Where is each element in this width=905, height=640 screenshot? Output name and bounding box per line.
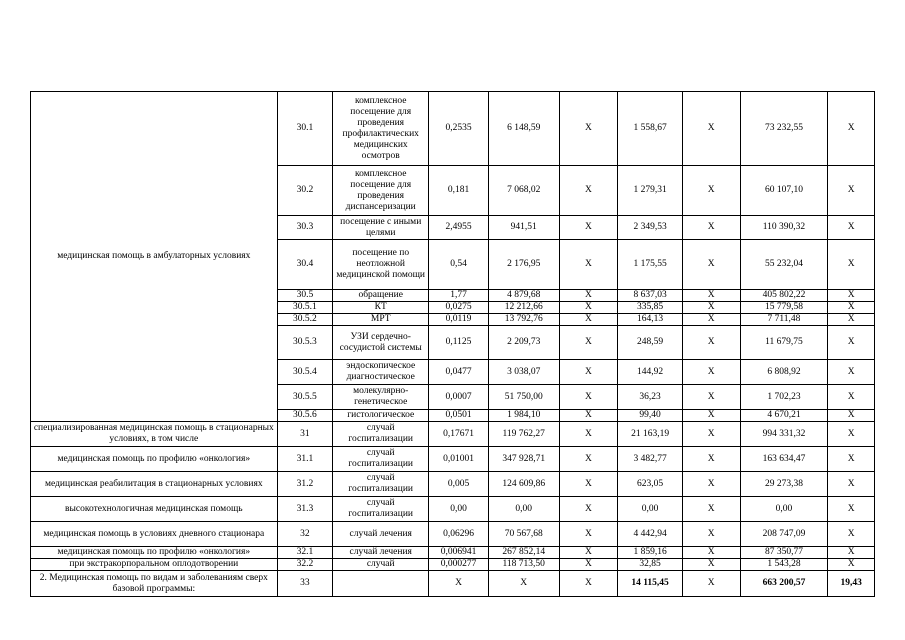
value-cell: Х <box>682 571 740 597</box>
value-cell: Х <box>559 497 618 522</box>
value-cell: Х <box>682 216 740 240</box>
row-label: медицинская реабилитация в стационарных условиях <box>31 472 278 497</box>
value-cell: 663 200,57 <box>740 571 828 597</box>
value-cell: 0,01001 <box>429 447 489 472</box>
value-cell: Х <box>488 571 559 597</box>
row-label: 2. Медицинская помощь по видам и заболеваниям сверх базовой программы: <box>31 571 278 597</box>
value-cell: 3 038,07 <box>488 360 559 385</box>
value-cell: Х <box>682 447 740 472</box>
value-cell: Х <box>828 360 875 385</box>
value-cell: Х <box>828 314 875 326</box>
table-row <box>31 472 875 497</box>
row-label: специализированная медицинская помощь в стационарных условиях, в том числе <box>31 422 278 447</box>
table-row <box>31 422 875 447</box>
unit-cell: посещение по неотложной медицинской помощи <box>333 240 429 290</box>
row-number: 31 <box>277 422 333 447</box>
value-cell: Х <box>559 410 618 422</box>
row-number: 31.2 <box>277 472 333 497</box>
value-cell: Х <box>828 559 875 571</box>
value-cell: Х <box>559 216 618 240</box>
value-cell: 941,51 <box>488 216 559 240</box>
value-cell: 0,00 <box>488 497 559 522</box>
value-cell: Х <box>559 447 618 472</box>
value-cell: Х <box>828 547 875 559</box>
value-cell: 994 331,32 <box>740 422 828 447</box>
unit-cell: КТ <box>333 302 429 314</box>
value-cell: 208 747,09 <box>740 522 828 547</box>
table-body <box>31 92 875 597</box>
table-row <box>31 447 875 472</box>
value-cell: Х <box>559 290 618 302</box>
value-cell: 0,0007 <box>429 385 489 410</box>
value-cell: Х <box>559 166 618 216</box>
unit-cell: обращение <box>333 290 429 302</box>
value-cell: 21 163,19 <box>618 422 683 447</box>
value-cell: 164,13 <box>618 314 683 326</box>
value-cell: Х <box>682 522 740 547</box>
value-cell: 405 802,22 <box>740 290 828 302</box>
value-cell: 13 792,76 <box>488 314 559 326</box>
tariff-table <box>30 91 875 597</box>
value-cell: 0,005 <box>429 472 489 497</box>
unit-cell: случай госпитализации <box>333 497 429 522</box>
value-cell: 2,4955 <box>429 216 489 240</box>
value-cell: 0,0119 <box>429 314 489 326</box>
value-cell: 4 670,21 <box>740 410 828 422</box>
value-cell: Х <box>559 240 618 290</box>
value-cell: Х <box>559 326 618 360</box>
value-cell: Х <box>682 302 740 314</box>
value-cell: Х <box>559 571 618 597</box>
value-cell: Х <box>682 497 740 522</box>
unit-cell: УЗИ сердечно-сосудистой системы <box>333 326 429 360</box>
unit-cell: эндоскопическое диагностическое <box>333 360 429 385</box>
value-cell: 7 068,02 <box>488 166 559 216</box>
value-cell: 32,85 <box>618 559 683 571</box>
value-cell: 0,000277 <box>429 559 489 571</box>
row-number: 30.5.3 <box>277 326 333 360</box>
value-cell: 0,0477 <box>429 360 489 385</box>
value-cell: Х <box>559 385 618 410</box>
value-cell: 124 609,86 <box>488 472 559 497</box>
unit-cell: посещение с иными целями <box>333 216 429 240</box>
value-cell: 0,00 <box>740 497 828 522</box>
value-cell: Х <box>559 547 618 559</box>
value-cell: Х <box>682 559 740 571</box>
value-cell: 70 567,68 <box>488 522 559 547</box>
row-label: медицинская помощь по профилю «онкология» <box>31 447 278 472</box>
value-cell: 118 713,50 <box>488 559 559 571</box>
value-cell: 8 637,03 <box>618 290 683 302</box>
unit-cell: случай лечения <box>333 522 429 547</box>
value-cell: Х <box>559 522 618 547</box>
row-number: 32.2 <box>277 559 333 571</box>
row-label: высокотехнологичная медицинская помощь <box>31 497 278 522</box>
value-cell: 0,0501 <box>429 410 489 422</box>
value-cell: 0,06296 <box>429 522 489 547</box>
row-number: 30.2 <box>277 166 333 216</box>
value-cell: Х <box>682 166 740 216</box>
value-cell: 0,006941 <box>429 547 489 559</box>
value-cell: 19,43 <box>828 571 875 597</box>
value-cell: 87 350,77 <box>740 547 828 559</box>
row-number: 30.1 <box>277 92 333 166</box>
value-cell: 0,00 <box>618 497 683 522</box>
value-cell: Х <box>559 314 618 326</box>
value-cell: 1 558,67 <box>618 92 683 166</box>
value-cell: 51 750,00 <box>488 385 559 410</box>
value-cell: 7 711,48 <box>740 314 828 326</box>
unit-cell: гистологическое <box>333 410 429 422</box>
value-cell: Х <box>682 472 740 497</box>
unit-cell: МРТ <box>333 314 429 326</box>
value-cell: 0,54 <box>429 240 489 290</box>
value-cell: Х <box>559 559 618 571</box>
value-cell: 1 543,28 <box>740 559 828 571</box>
value-cell: Х <box>828 166 875 216</box>
value-cell: 36,23 <box>618 385 683 410</box>
row-number: 30.5.2 <box>277 314 333 326</box>
value-cell: Х <box>828 326 875 360</box>
value-cell: 110 390,32 <box>740 216 828 240</box>
value-cell: 267 852,14 <box>488 547 559 559</box>
value-cell: 335,85 <box>618 302 683 314</box>
table-row <box>31 547 875 559</box>
value-cell: 1 279,31 <box>618 166 683 216</box>
value-cell: 12 212,66 <box>488 302 559 314</box>
value-cell: 3 482,77 <box>618 447 683 472</box>
value-cell: Х <box>559 360 618 385</box>
value-cell: Х <box>682 92 740 166</box>
row-label: при экстракорпоральном оплодотворении <box>31 559 278 571</box>
value-cell: Х <box>828 447 875 472</box>
value-cell: 0,181 <box>429 166 489 216</box>
value-cell: 144,92 <box>618 360 683 385</box>
row-number: 30.5.4 <box>277 360 333 385</box>
unit-cell: комплексное посещение для проведения профилактических медицинских осмотров <box>333 92 429 166</box>
row-number: 30.5.6 <box>277 410 333 422</box>
value-cell: 1 175,55 <box>618 240 683 290</box>
table-row <box>31 559 875 571</box>
table-row <box>31 571 875 597</box>
value-cell: Х <box>828 472 875 497</box>
value-cell: Х <box>682 547 740 559</box>
row-number: 30.5.1 <box>277 302 333 314</box>
value-cell: 15 779,58 <box>740 302 828 314</box>
unit-cell: случай госпитализации <box>333 422 429 447</box>
unit-cell: случай <box>333 559 429 571</box>
value-cell: 119 762,27 <box>488 422 559 447</box>
value-cell: 0,17671 <box>429 422 489 447</box>
value-cell: Х <box>828 410 875 422</box>
value-cell: 11 679,75 <box>740 326 828 360</box>
row-number: 30.5.5 <box>277 385 333 410</box>
value-cell: 29 273,38 <box>740 472 828 497</box>
value-cell: 163 634,47 <box>740 447 828 472</box>
value-cell: Х <box>682 326 740 360</box>
row-number: 31.1 <box>277 447 333 472</box>
value-cell: 1,77 <box>429 290 489 302</box>
value-cell: Х <box>828 302 875 314</box>
value-cell: Х <box>828 216 875 240</box>
table-row <box>31 522 875 547</box>
unit-cell: случай госпитализации <box>333 472 429 497</box>
value-cell: 55 232,04 <box>740 240 828 290</box>
unit-cell: случай госпитализации <box>333 447 429 472</box>
table-row <box>31 497 875 522</box>
row-number: 32 <box>277 522 333 547</box>
value-cell: Х <box>682 410 740 422</box>
value-cell: Х <box>682 314 740 326</box>
value-cell: Х <box>828 497 875 522</box>
value-cell: 0,0275 <box>429 302 489 314</box>
value-cell: 14 115,45 <box>618 571 683 597</box>
value-cell: 6 808,92 <box>740 360 828 385</box>
value-cell: Х <box>682 385 740 410</box>
value-cell: 623,05 <box>618 472 683 497</box>
value-cell: 0,00 <box>429 497 489 522</box>
row-label: медицинская помощь в условиях дневного стационара <box>31 522 278 547</box>
value-cell: 1 859,16 <box>618 547 683 559</box>
row-number: 30.3 <box>277 216 333 240</box>
unit-cell: случай лечения <box>333 547 429 559</box>
value-cell: Х <box>559 472 618 497</box>
value-cell: Х <box>429 571 489 597</box>
value-cell: 1 984,10 <box>488 410 559 422</box>
value-cell: 1 702,23 <box>740 385 828 410</box>
value-cell: Х <box>828 422 875 447</box>
row-number: 30.4 <box>277 240 333 290</box>
value-cell: 6 148,59 <box>488 92 559 166</box>
value-cell: Х <box>682 360 740 385</box>
value-cell: 60 107,10 <box>740 166 828 216</box>
row-label: медицинская помощь по профилю «онкология» <box>31 547 278 559</box>
value-cell: Х <box>828 92 875 166</box>
value-cell: 248,59 <box>618 326 683 360</box>
value-cell: 0,1125 <box>429 326 489 360</box>
value-cell: Х <box>682 290 740 302</box>
row-group-label: медицинская помощь в амбулаторных условиях <box>31 92 278 422</box>
value-cell: Х <box>828 290 875 302</box>
value-cell: Х <box>828 385 875 410</box>
value-cell: Х <box>828 522 875 547</box>
value-cell: Х <box>559 422 618 447</box>
row-number: 31.3 <box>277 497 333 522</box>
value-cell: Х <box>559 302 618 314</box>
unit-cell: молекулярно-генетическое <box>333 385 429 410</box>
value-cell: Х <box>559 92 618 166</box>
row-number: 33 <box>277 571 333 597</box>
value-cell: Х <box>682 240 740 290</box>
row-number: 30.5 <box>277 290 333 302</box>
value-cell: 2 176,95 <box>488 240 559 290</box>
value-cell: 0,2535 <box>429 92 489 166</box>
value-cell: 347 928,71 <box>488 447 559 472</box>
value-cell: 4 442,94 <box>618 522 683 547</box>
value-cell: Х <box>828 240 875 290</box>
unit-cell: комплексное посещение для проведения диспансеризации <box>333 166 429 216</box>
value-cell: Х <box>682 422 740 447</box>
value-cell: 2 209,73 <box>488 326 559 360</box>
value-cell: 73 232,55 <box>740 92 828 166</box>
unit-cell <box>333 571 429 597</box>
table-row <box>31 92 875 166</box>
value-cell: 4 879,68 <box>488 290 559 302</box>
row-number: 32.1 <box>277 547 333 559</box>
value-cell: 99,40 <box>618 410 683 422</box>
value-cell: 2 349,53 <box>618 216 683 240</box>
